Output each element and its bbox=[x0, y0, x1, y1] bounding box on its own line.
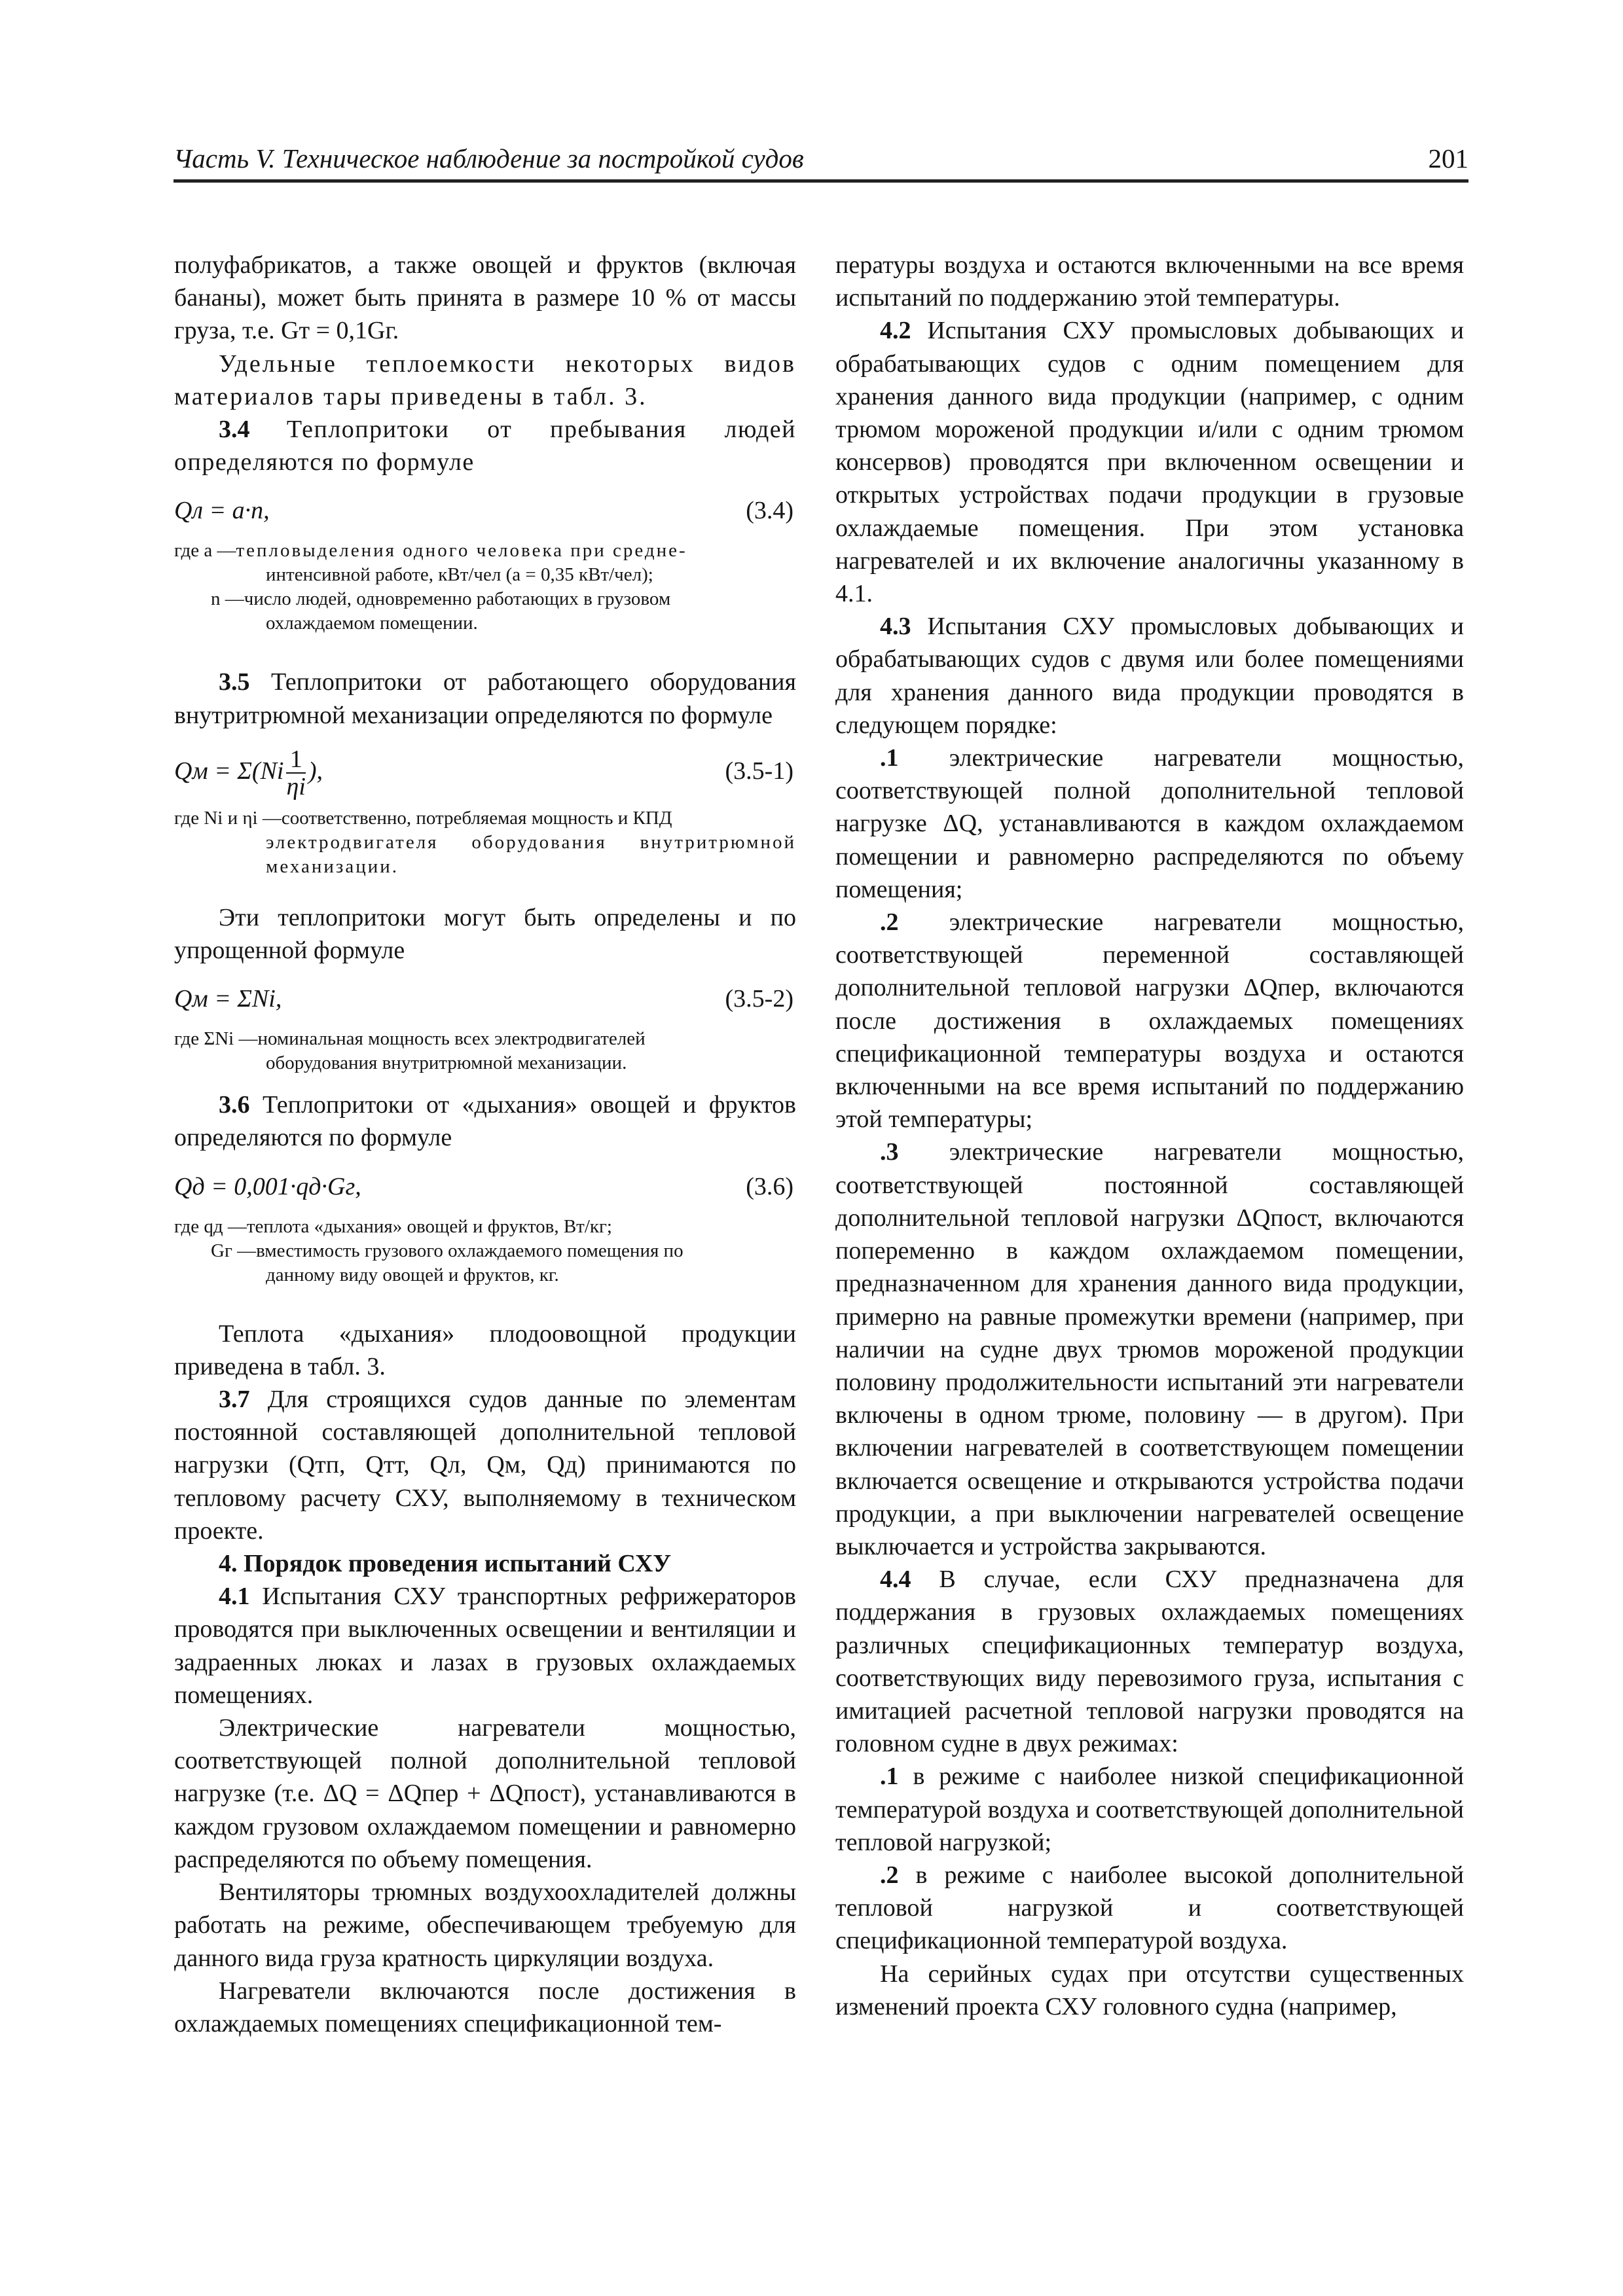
legend-symbol: n — bbox=[211, 588, 244, 610]
section-text: Теплопритоки от «дыхания» овощей и фруктов определяются по формуле bbox=[174, 1091, 796, 1152]
paragraph: полуфабрикатов, а также овощей и фруктов (включая бананы), может быть принята в размере 10 % от массы груза, т.е. Gт = 0,1Gг. bbox=[174, 251, 796, 345]
legend-text: данному виду овощей и фруктов, кг. bbox=[266, 1264, 559, 1285]
section-text: Теплопритоки от работающего оборудования внутритрюмной механизации определяются по формуле bbox=[174, 668, 796, 729]
item-text: в режиме с наиболее низкой спецификационной температурой воздуха и соответствующей дополнительной тепловой нагрузкой; bbox=[835, 1763, 1464, 1856]
item-number: .2 bbox=[880, 1861, 899, 1889]
formula-3-4 bbox=[174, 486, 796, 535]
formula-number: (3.5-2) bbox=[725, 985, 793, 1013]
item-text: электрические нагреватели мощностью, соответствующей полной дополнительной тепловой нагрузке ΔQ, устанавливаются в каждом охлаждаемом помещении и равномерно распределяются по объему помещения; bbox=[835, 744, 1464, 903]
formula-expression: Qл = a·n, bbox=[174, 497, 270, 525]
paragraph: Нагреватели включаются после достижения в охлаждаемых помещениях спецификационной тем- bbox=[174, 1977, 796, 2037]
formula-expression: Qм = ΣNi, bbox=[174, 985, 282, 1013]
running-header bbox=[173, 140, 1468, 183]
legend-text: оборудования внутритрюмной механизации. bbox=[266, 1052, 627, 1074]
paragraph: На серийных судах при отсутстви существенных изменений проекта СХУ головного судна (например, bbox=[835, 1960, 1464, 2020]
legend-symbol: где a — bbox=[174, 540, 236, 562]
section-text: Испытания СХУ промысловых добывающих и обрабатывающих судов с одним помещением для хранения данного вида продукции (например, с одним трюмом мороженой продукции и/или с одним трюмом консервов) проводятся при включенном освещении и открытых устройствах подачи продукции в грузовые охлаждаемые помещения. При этом установка нагревателей и их включение аналогичны указанному в 4.1. bbox=[835, 317, 1464, 608]
legend-text: охлаждаемом помещении. bbox=[266, 613, 478, 634]
section-text: В случае, если СХУ предназначена для поддержания в грузовых охлаждаемых помещениях различных спецификационных температур воздуха, соответствующих виду перевозимого груза, испытания с имитацией расчетной тепловой нагрузки проводятся на головном судне в двух режимах: bbox=[835, 1566, 1464, 1758]
formula-legend bbox=[174, 539, 796, 636]
paragraph: Теплота «дыхания» плодоовощной продукции приведена в табл. 3. bbox=[174, 1319, 796, 1380]
list-item bbox=[835, 1760, 1464, 1859]
section-number: 3.4 bbox=[219, 416, 250, 444]
formula-number: (3.4) bbox=[746, 497, 793, 525]
list-item bbox=[835, 742, 1464, 906]
section-number: 4.1 bbox=[219, 1583, 250, 1611]
section-number: 3.5 bbox=[219, 668, 250, 696]
formula-legend bbox=[174, 1215, 796, 1287]
left-column bbox=[174, 249, 796, 2121]
formula-3-6 bbox=[174, 1162, 796, 1211]
section-3-6 bbox=[174, 1088, 796, 1154]
formula-legend bbox=[174, 806, 796, 879]
formula-expression bbox=[174, 740, 323, 802]
section-number: 3.7 bbox=[219, 1386, 250, 1414]
formula-lhs: Qм = Σ(Ni bbox=[174, 757, 284, 785]
section-3-5 bbox=[174, 666, 796, 731]
section-3-7 bbox=[174, 1383, 796, 1547]
item-number: .1 bbox=[880, 1763, 899, 1791]
section-number: 3.6 bbox=[219, 1091, 250, 1119]
right-column bbox=[835, 249, 1464, 2121]
legend-symbol: где Ni и ηi — bbox=[174, 807, 282, 829]
legend-symbol: Gг — bbox=[211, 1240, 257, 1261]
formula-3-5-1 bbox=[174, 740, 796, 802]
formula-number: (3.5-1) bbox=[725, 757, 793, 785]
section-text: Испытания СХУ промысловых добывающих и обрабатывающих судов с двумя или более помещениями для хранения данного вида продукции проводятся в следующем порядке: bbox=[835, 613, 1464, 739]
section-number: 4.4 bbox=[880, 1566, 911, 1594]
section-4-3 bbox=[835, 610, 1464, 742]
legend-text: теплота «дыхания» овощей и фруктов, Вт/кг; bbox=[246, 1215, 612, 1237]
legend-text: номинальная мощность всех электродвигателей bbox=[257, 1028, 646, 1050]
section-text: Для строящихся судов данные по элементам постоянной составляющей дополнительной тепловой нагрузки (Qтп, Qтт, Qл, Qм, Qд) принимаются по тепловому расчету СХУ, выполняемому в техническом проекте. bbox=[174, 1386, 796, 1545]
legend-text: интенсивной работе, кВт/чел (a = 0,35 кВт/чел); bbox=[266, 564, 653, 586]
section-number: 4.2 bbox=[880, 317, 911, 345]
section-text: Теплопритоки от пребывания людей определяются по формуле bbox=[174, 416, 796, 476]
header-title: Часть V. Техническое наблюдение за постройкой судов bbox=[173, 143, 804, 173]
list-item bbox=[835, 1859, 1464, 1958]
section-4-1 bbox=[174, 1580, 796, 1712]
item-number: .2 bbox=[880, 908, 899, 937]
section-3-4 bbox=[174, 413, 796, 478]
fraction bbox=[286, 746, 305, 800]
legend-text: соответственно, потребляемая мощность и КПД bbox=[281, 807, 672, 829]
paragraph: Электрические нагреватели мощностью, соответствующей полной дополнительной тепловой нагрузке (т.е. ΔQ = ΔQпер + ΔQпост), устанавливаются в каждом грузовом охлаждаемом помещении и равномерно распределяются по объему помещения. bbox=[174, 1714, 796, 1873]
item-number: .1 bbox=[880, 744, 899, 772]
item-text: электрические нагреватели мощностью, соответствующей переменной составляющей дополнительной тепловой нагрузки ΔQпер, включаются после достижения в охлаждаемых помещениях спецификационной температуры воздуха и остаются включенными на все время испытаний по поддержанию этой температуры; bbox=[835, 908, 1464, 1134]
item-number: .3 bbox=[880, 1138, 899, 1166]
item-text: в режиме с наиболее высокой дополнительной тепловой нагрузкой и соответствующей спецификационной температурой воздуха. bbox=[835, 1861, 1464, 1955]
legend-symbol: где qд — bbox=[174, 1215, 247, 1237]
fraction-numerator: 1 bbox=[286, 746, 305, 774]
list-item bbox=[835, 1136, 1464, 1563]
formula-number: (3.6) bbox=[746, 1172, 793, 1200]
fraction-denominator: ηi bbox=[286, 773, 306, 801]
list-item bbox=[835, 906, 1464, 1136]
legend-text: электродвигателя оборудования внутритрюмной механизации. bbox=[266, 831, 796, 877]
formula-expression: Qд = 0,001·qд·Gг, bbox=[174, 1172, 361, 1200]
legend-text: вместимость грузового охлаждаемого помещения по bbox=[256, 1240, 684, 1261]
legend-symbol: где ΣNi — bbox=[174, 1028, 258, 1050]
paragraph: Эти теплопритоки могут быть определены и по упрощенной формуле bbox=[174, 903, 796, 965]
section-4-4 bbox=[835, 1563, 1464, 1760]
paragraph: пературы воздуха и остаются включенными на все время испытаний по поддержанию этой температуры. bbox=[835, 251, 1464, 312]
formula-3-5-2 bbox=[174, 975, 796, 1023]
paragraph: Вентиляторы трюмных воздухоохладителей должны работать на режиме, обеспечивающем требуемую для данного вида груза кратность циркуляции воздуха. bbox=[174, 1878, 796, 1972]
section-heading: 4. Порядок проведения испытаний СХУ bbox=[219, 1550, 672, 1578]
formula-rhs: ), bbox=[308, 757, 323, 785]
legend-text: число людей, одновременно работающих в грузовом bbox=[244, 588, 671, 610]
paragraph: Удельные теплоемкости некоторых видов материалов тары приведены в табл. 3. bbox=[174, 350, 796, 410]
item-text: электрические нагреватели мощностью, соответствующей постоянной составляющей дополнительной тепловой нагрузки ΔQпост, включаются попеременно в каждом охлаждаемом помещении, предназначенном для хранения данного вида продукции, примерно на равные промежутки времени (например, при наличии на судне двух трюмов мороженой продукции половину продолжительности испытаний эти нагреватели включены в одном трюме, половину — в другом). При включении нагревателей в соответствующем помещении включается освещение и открываются устройства подачи продукции, а при выключении нагревателей освещение выключается и устройства закрываются. bbox=[835, 1138, 1464, 1560]
section-number: 4.3 bbox=[880, 613, 911, 641]
page-number: 201 bbox=[1428, 143, 1468, 173]
formula-legend bbox=[174, 1027, 796, 1075]
section-text: Испытания СХУ транспортных рефрижераторов проводятся при выключенных освещении и вентиляции и задраенных люках и лазах в грузовых охлаждаемых помещениях. bbox=[174, 1583, 796, 1709]
legend-text: тепловыделения одного человека при средне- bbox=[236, 540, 687, 562]
section-4-2 bbox=[835, 314, 1464, 610]
